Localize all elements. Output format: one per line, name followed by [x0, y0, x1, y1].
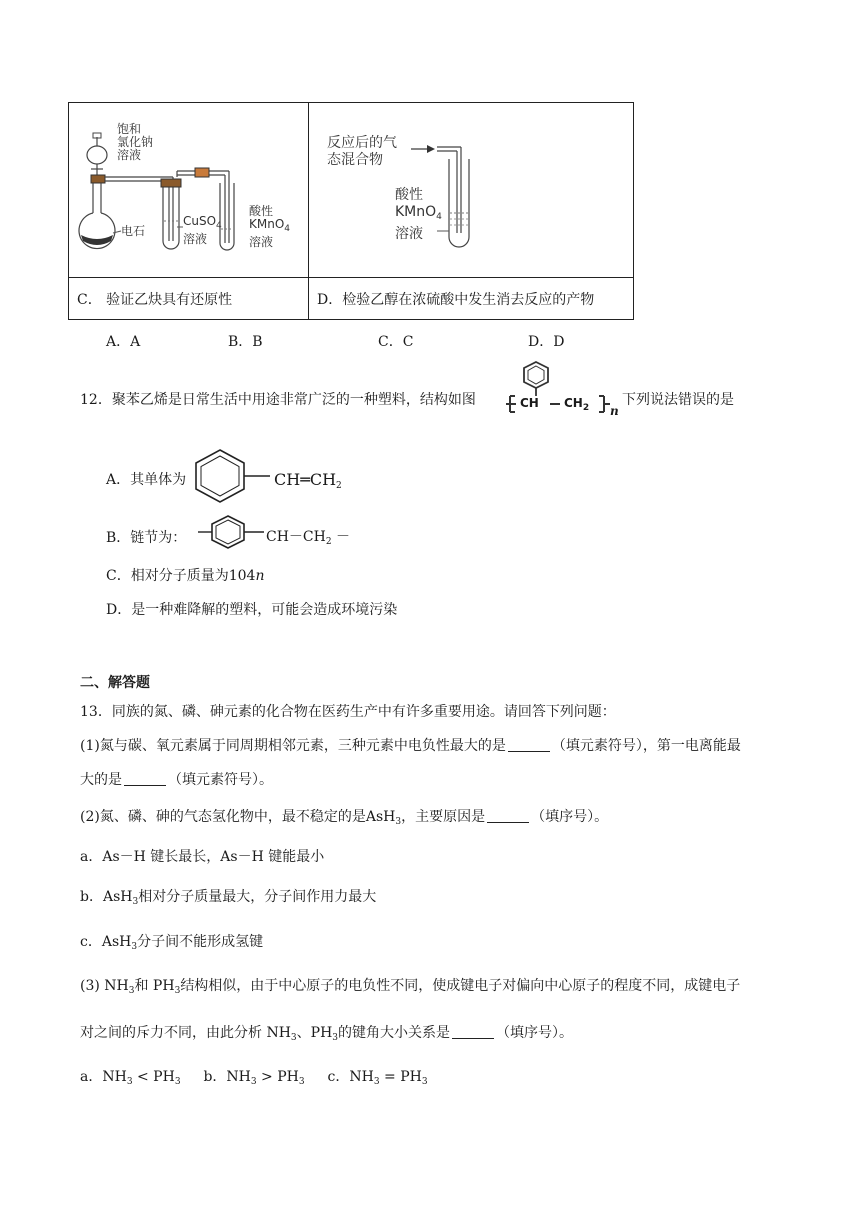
- caption-c: C． 验证乙炔具有还原性: [77, 292, 233, 308]
- flask-label: 电石: [121, 224, 146, 238]
- q13-part1-line2: 大的是 （填元素符号）。: [80, 772, 273, 788]
- q12-option-a-label[interactable]: A．其单体为: [106, 472, 187, 488]
- q12-stem-end: 下列说法错误的是: [622, 392, 734, 408]
- table-row-divider: [69, 277, 633, 278]
- caption-d: D．检验乙醇在浓硫酸中发生消去反应的产物: [317, 292, 595, 308]
- monomer-structure: [192, 448, 274, 506]
- answer-blank-3[interactable]: [487, 808, 529, 823]
- section-heading: 二、解答题: [80, 675, 150, 691]
- q11-option-d[interactable]: D．D: [528, 334, 565, 350]
- answer-blank-4[interactable]: [452, 1024, 494, 1039]
- q13-part3-option-a[interactable]: a．$NH_3 < PH_3$: [80, 1069, 181, 1087]
- kmno4-label: 酸性 KMnO$_4$ 溶液: [249, 204, 291, 249]
- q11-option-b[interactable]: B．B: [228, 334, 263, 350]
- funnel-label: 饱和 氯化钠 溶液: [117, 122, 154, 162]
- q13-part3-line2: 对之间的斥力不同，由此分析 $NH_3$、$PH_3$的键角大小关系是 （填序号）。: [80, 1025, 574, 1043]
- gas-mixture-label: 反应后的气 态混合物: [327, 135, 397, 168]
- q11-option-c[interactable]: C．C: [378, 334, 414, 350]
- q13-part2: (2)氮、磷、砷的气态氢化物中，最不稳定的是AsH$_3$，主要原因是 （填序号）。: [80, 809, 609, 827]
- answer-blank-2[interactable]: [124, 771, 166, 786]
- q13-part3-option-b[interactable]: b．$NH_3 > PH_3$: [203, 1069, 305, 1087]
- q13-part3-options: [80, 1068, 428, 1091]
- q12-option-c[interactable]: C．相对分子质量为104n: [106, 568, 265, 584]
- q13-part3-option-c[interactable]: c．$NH_3 = PH_3$: [327, 1069, 428, 1087]
- experiment-table: [68, 102, 634, 320]
- acetylene-apparatus-diagram: [69, 103, 308, 277]
- repeat-unit-group: $CH-CH_2$ －: [266, 529, 351, 547]
- repeat-unit-structure: [198, 514, 270, 550]
- q13-part2-option-c[interactable]: c．AsH$_3$分子间不能形成氢键: [80, 934, 264, 952]
- q13-part3-line1: (3) $NH_3$和 $PH_3$结构相似，由于中心原子的电负性不同，使成键电子对偏向中心原子的程度不同，成键电子: [80, 978, 741, 996]
- q12-option-d[interactable]: D．是一种难降解的塑料，可能会造成环境污染: [106, 602, 398, 618]
- q11-option-a[interactable]: A．A: [106, 334, 141, 350]
- q12-option-b-label[interactable]: B．链节为：: [106, 530, 187, 546]
- q13-part2-option-a[interactable]: a．As－H 键长最长，As－H 键能最小: [80, 849, 325, 865]
- q13-part1-line1: (1)氮与碳、氧元素属于同周期相邻元素，三种元素中电负性最大的是 （填元素符号），第一电离能最: [80, 738, 741, 754]
- q13-stem: 13．同族的氮、磷、砷元素的化合物在医药生产中有许多重要用途。请回答下列问题：: [80, 704, 616, 720]
- q13-part2-option-b[interactable]: b．AsH$_3$相对分子质量最大，分子间作用力最大: [80, 889, 377, 907]
- answer-blank-1[interactable]: [508, 737, 550, 752]
- acidic-kmno4-label: 酸性 KMnO$_4$ 溶液: [395, 187, 442, 242]
- ethylene-test-diagram: [309, 103, 633, 277]
- polystyrene-structure: CH $CH_2$ n: [506, 360, 618, 418]
- cuso4-label: CuSO$_4$ 溶液: [183, 214, 222, 246]
- q12-stem-start: 12．聚苯乙烯是日常生活中用途非常广泛的一种塑料，结构如图: [80, 392, 476, 408]
- monomer-vinyl-group: $CH═CH_2$: [274, 470, 342, 491]
